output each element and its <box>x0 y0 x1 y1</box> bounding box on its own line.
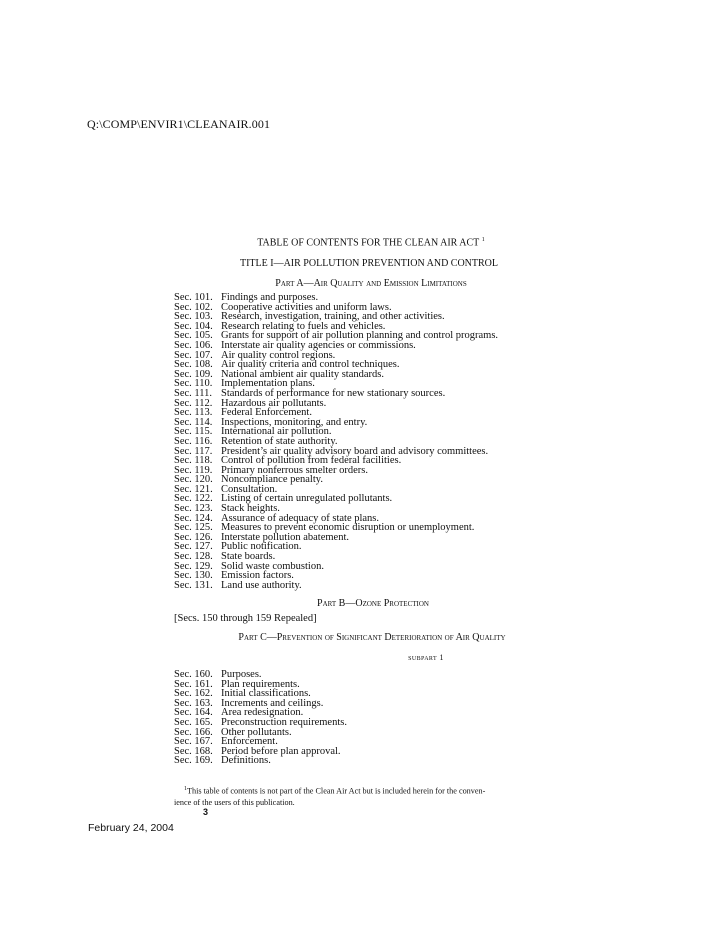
part-b-repealed-note: [Secs. 150 through 159 Repealed] <box>174 613 317 624</box>
section-title: International air pollution. <box>221 426 332 438</box>
section-number: Sec. 122. <box>174 493 213 505</box>
section-number: Sec. 114. <box>174 416 213 428</box>
toc-title <box>7 237 728 248</box>
section-number: Sec. 113. <box>174 407 213 419</box>
section-title: Interstate pollution abatement. <box>221 531 349 543</box>
section-title: Definitions. <box>221 755 271 767</box>
section-title: Findings and purposes. <box>221 292 319 303</box>
section-title: State boards. <box>221 551 276 563</box>
toc-entry <box>174 581 498 591</box>
section-title: Research, investigation, training, and other activities. <box>221 311 445 323</box>
section-title: Preconstruction requirements. <box>221 716 347 728</box>
section-title: Interstate air quality agencies or commissions. <box>221 339 416 351</box>
part-c-heading: Part C—Prevention of Significant Deterioration of Air Quality <box>238 632 506 643</box>
section-title: Other pollutants. <box>221 726 292 738</box>
section-title: Emission factors. <box>221 570 294 582</box>
footnote-line-1-text: This table of contents is not part of the Clean Air Act but is included herein for the conven- <box>187 786 486 796</box>
section-title: Noncompliance penalty. <box>221 474 323 486</box>
toc-title-footnote-marker: 1 <box>481 237 485 243</box>
section-title: Hazardous air pollutants. <box>221 397 327 409</box>
section-title: Initial classifications. <box>221 688 311 700</box>
part-a-section-list <box>174 293 498 590</box>
part-a-heading: Part A—Air Quality and Emission Limitations <box>275 278 467 289</box>
section-title: Purposes. <box>221 669 262 680</box>
footnote-marker: 1 <box>184 786 187 792</box>
part-b-heading: Part B—Ozone Protection <box>317 598 429 609</box>
section-number: Sec. 103. <box>174 311 213 323</box>
section-number: Sec. 107. <box>174 349 213 361</box>
section-title: Standards of performance for new stationary sources. <box>221 387 446 399</box>
section-number: Sec. 101. <box>174 292 213 303</box>
section-number: Sec. 110. <box>174 378 213 390</box>
section-title: Research relating to fuels and vehicles. <box>221 320 386 332</box>
section-number: Sec. 131. <box>174 579 213 591</box>
section-title: Implementation plans. <box>221 378 315 390</box>
footnote <box>174 784 564 809</box>
section-title: Measures to prevent economic disruption or unemployment. <box>221 522 475 534</box>
section-number: Sec. 112. <box>174 397 213 409</box>
section-number: Sec. 125. <box>174 522 213 534</box>
section-title: President’s air quality advisory board and advisory committees. <box>221 445 489 457</box>
section-number: Sec. 102. <box>174 301 213 313</box>
section-number: Sec. 128. <box>174 551 213 563</box>
section-title: National ambient air quality standards. <box>221 368 384 380</box>
section-title: Grants for support of air pollution planning and control programs. <box>221 330 499 342</box>
file-path-header: Q:\COMP\ENVIR1\CLEANAIR.001 <box>87 117 271 131</box>
section-number: Sec. 121. <box>174 483 213 495</box>
section-number: Sec. 119. <box>174 464 213 476</box>
section-number: Sec. 115. <box>174 426 213 438</box>
section-number: Sec. 123. <box>174 503 213 515</box>
footer-date: February 24, 2004 <box>88 822 174 834</box>
section-number: Sec. 165. <box>174 716 213 728</box>
section-number: Sec. 168. <box>174 745 213 757</box>
section-number: Sec. 166. <box>174 726 213 738</box>
section-number: Sec. 118. <box>174 455 213 467</box>
section-title: Stack heights. <box>221 503 280 515</box>
section-number: Sec. 130. <box>174 570 213 582</box>
section-title: Plan requirements. <box>221 678 300 690</box>
section-number: Sec. 116. <box>174 435 213 447</box>
section-number: Sec. 126. <box>174 531 213 543</box>
section-number: Sec. 169. <box>174 755 213 767</box>
section-title: Air quality control regions. <box>221 349 336 361</box>
section-number: Sec. 108. <box>174 359 213 371</box>
section-title: Cooperative activities and uniform laws. <box>221 301 392 313</box>
toc-title-text: TABLE OF CONTENTS FOR THE CLEAN AIR ACT <box>257 237 480 249</box>
section-number: Sec. 111. <box>174 387 213 399</box>
section-title: Control of pollution from federal facilities. <box>221 455 402 467</box>
section-title: Period before plan approval. <box>221 745 341 757</box>
section-number: Sec. 104. <box>174 320 213 332</box>
section-number: Sec. 105. <box>174 330 213 342</box>
section-number: Sec. 167. <box>174 736 213 748</box>
section-number: Sec. 163. <box>174 697 213 709</box>
section-title: Enforcement. <box>221 736 278 748</box>
section-number: Sec. 106. <box>174 339 213 351</box>
section-title: Inspections, monitoring, and entry. <box>221 416 368 428</box>
section-number: Sec. 160. <box>174 669 213 680</box>
toc-entry <box>174 756 347 766</box>
section-number: Sec. 109. <box>174 368 213 380</box>
section-number: Sec. 127. <box>174 541 213 553</box>
section-number: Sec. 120. <box>174 474 213 486</box>
footnote-line-1 <box>174 784 564 797</box>
section-title: Federal Enforcement. <box>221 407 312 419</box>
section-title: Public notification. <box>221 541 302 553</box>
footnote-line-2: ience of the users of this publication. <box>174 798 295 808</box>
section-number: Sec. 164. <box>174 707 213 719</box>
title-i-heading: TITLE I—AIR POLLUTION PREVENTION AND CONTROL <box>239 258 499 269</box>
part-c-section-list <box>174 670 347 766</box>
page-number: 3 <box>203 807 209 817</box>
subpart-1-heading: subpart 1 <box>408 653 444 662</box>
section-title: Primary nonferrous smelter orders. <box>221 464 368 476</box>
section-title: Listing of certain unregulated pollutants. <box>221 493 393 505</box>
section-title: Increments and ceilings. <box>221 697 324 709</box>
section-title: Solid waste combustion. <box>221 560 324 572</box>
section-title: Air quality criteria and control techniques. <box>221 359 400 371</box>
section-title: Land use authority. <box>221 579 302 591</box>
section-number: Sec. 117. <box>174 445 213 457</box>
section-number: Sec. 124. <box>174 512 213 524</box>
section-title: Retention of state authority. <box>221 435 338 447</box>
section-title: Area redesignation. <box>221 707 304 719</box>
section-number: Sec. 161. <box>174 678 213 690</box>
section-number: Sec. 129. <box>174 560 213 572</box>
section-number: Sec. 162. <box>174 688 213 700</box>
section-title: Consultation. <box>221 483 278 495</box>
section-title: Assurance of adequacy of state plans. <box>221 512 380 524</box>
